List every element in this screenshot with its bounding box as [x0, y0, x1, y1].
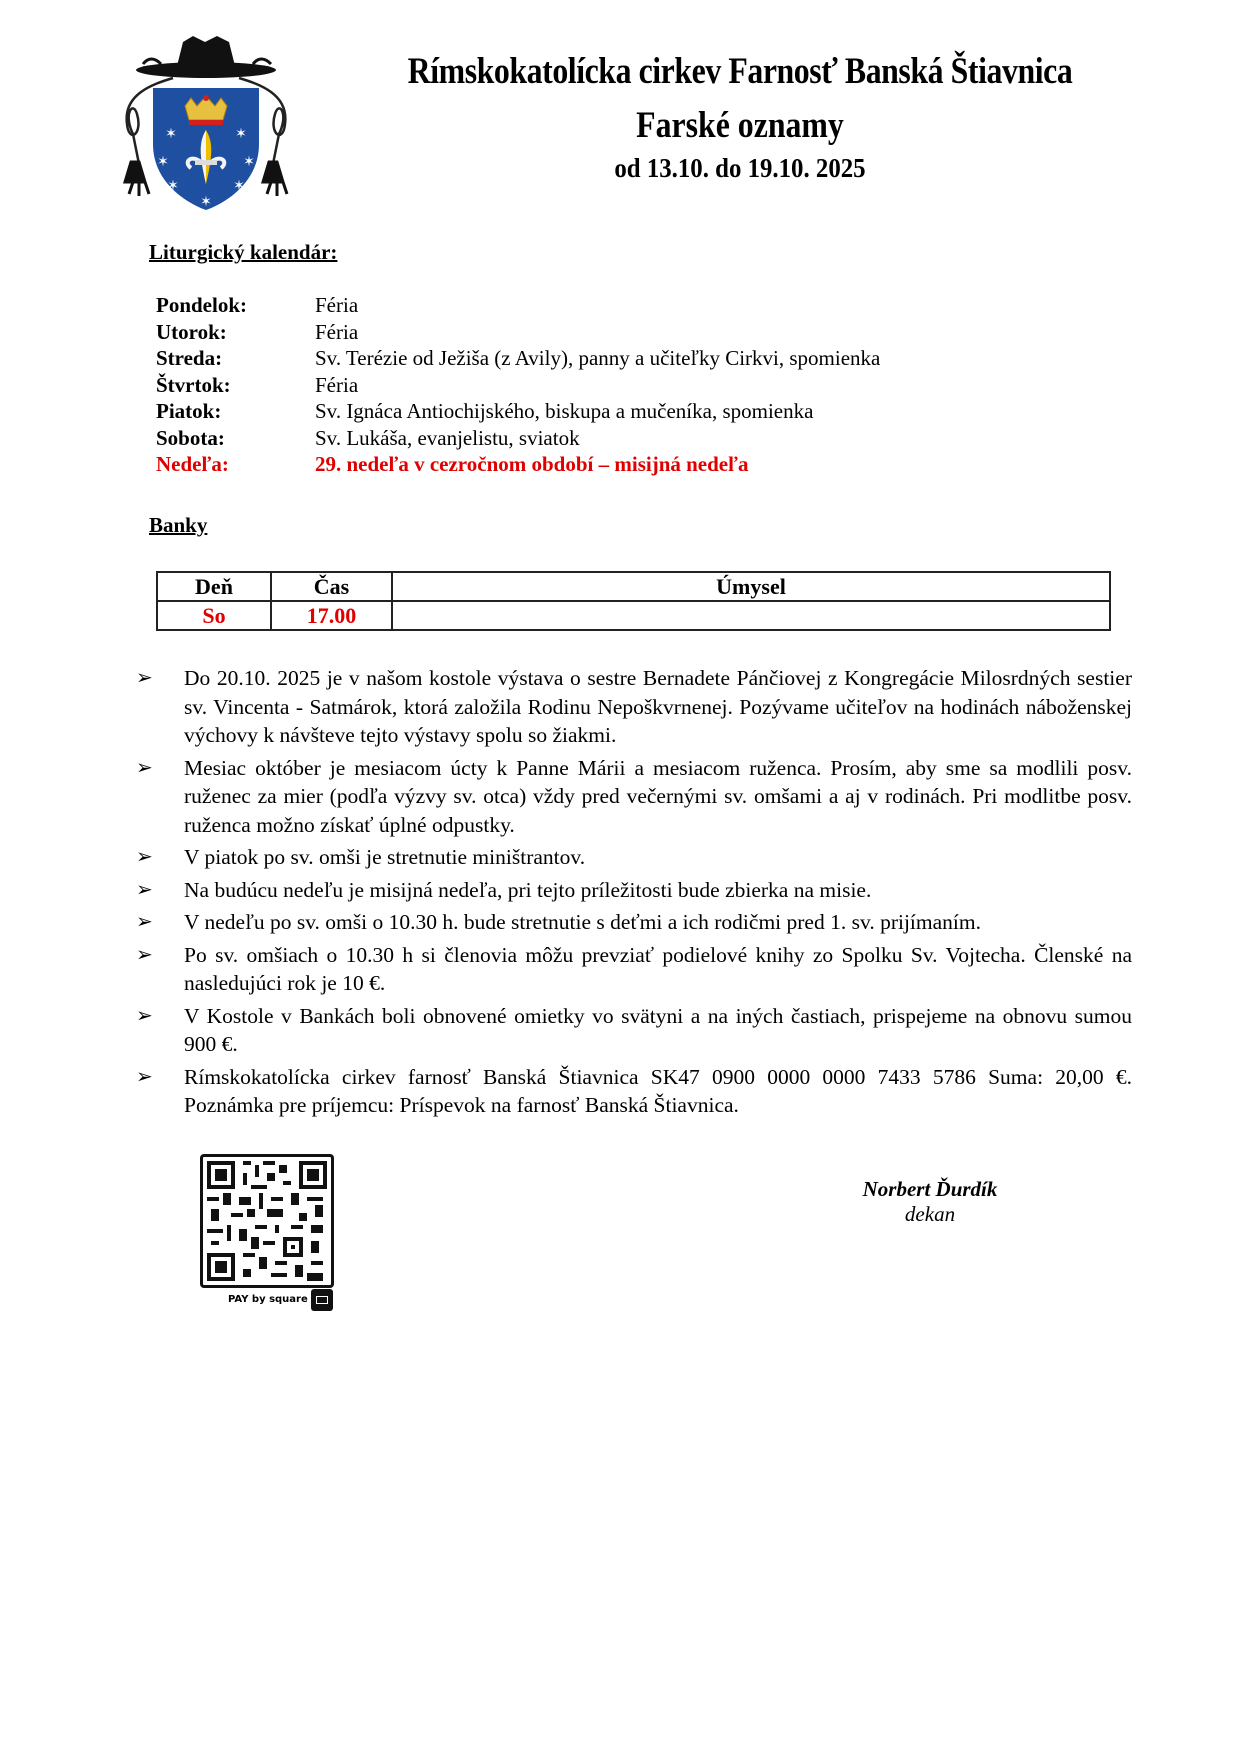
calendar-row-sunday	[156, 451, 880, 478]
svg-text:✶: ✶	[157, 154, 169, 170]
svg-text:✶: ✶	[243, 154, 255, 170]
cell-umysel	[392, 601, 1110, 630]
list-item: ➢ Do 20.10. 2025 je v našom kostole výstava o sestre Bernadete Pánčiovej z Kongregácie Milosrdných sestier sv. Vincenta - Satmárok, ktorá založila Rodinu Nepoškvrnenej. Pozývame učiteľov na hodinách náboženskej výchovy k návšteve tejto výstavy spolu so žiakmi.	[130, 664, 1132, 750]
svg-text:✶: ✶	[235, 126, 247, 142]
liturgical-calendar	[156, 292, 880, 478]
svg-text:✶: ✶	[200, 194, 212, 210]
mass-intentions-table	[156, 571, 1111, 631]
column-header-cas: Čas	[271, 572, 392, 601]
signatory-name: Norbert Ďurdík	[862, 1177, 998, 1201]
document-title: Farské oznamy	[636, 105, 844, 146]
svg-text:✶: ✶	[165, 126, 177, 142]
calendar-row	[156, 319, 880, 346]
list-item: ➢ V piatok po sv. omši je stretnutie miništrantov.	[130, 843, 1132, 872]
list-item: ➢ V Kostole v Bankách boli obnovené omietky vo svätyni a na iných častiach, prispejeme na obnovu sumou 900 €.	[130, 1002, 1132, 1059]
list-item: ➢ Na budúcu nedeľu je misijná nedeľa, pri tejto príležitosti bude zbierka na misie.	[130, 876, 1132, 905]
arrow-bullet-icon: ➢	[136, 846, 153, 868]
calendar-row	[156, 372, 880, 399]
arrow-bullet-icon: ➢	[136, 1065, 153, 1088]
arrow-bullet-icon: ➢	[136, 756, 153, 779]
list-item: ➢ Mesiac október je mesiacom úcty k Panne Márii a mesiacom ruženca. Prosím, aby sme sa modlili posv. ruženec za mier (podľa výzvy sv. otca) vždy pred večernými sv. omšami a aj v rodinách. Pri modlitbe posv. ruženca možno získať úplné odpustky.	[130, 754, 1132, 840]
coat-of-arms-logo	[113, 34, 299, 210]
calendar-day: Pondelok:	[156, 293, 248, 317]
table-header-row	[157, 572, 1110, 601]
calendar-day: Sobota:	[156, 425, 225, 450]
payment-qr-code[interactable]	[200, 1154, 334, 1288]
calendar-day: Utorok:	[156, 319, 227, 344]
calendar-day: Streda:	[156, 346, 223, 370]
calendar-text: Féria	[315, 293, 359, 317]
arrow-bullet-icon: ➢	[136, 911, 153, 933]
calendar-text: Féria	[315, 319, 359, 344]
svg-text:✶: ✶	[233, 178, 245, 194]
calendar-text: Féria	[315, 372, 359, 397]
banky-heading: Banky	[149, 513, 208, 537]
announcements-list	[130, 664, 1132, 1124]
card-icon	[311, 1289, 333, 1311]
column-header-den: Deň	[157, 572, 271, 601]
calendar-row	[156, 292, 880, 319]
svg-text:✶: ✶	[167, 178, 179, 194]
arrow-bullet-icon: ➢	[136, 667, 153, 689]
calendar-day: Nedeľa:	[156, 452, 229, 476]
column-header-umysel: Úmysel	[392, 572, 1110, 601]
list-item: ➢ Rímskokatolícka cirkev farnosť Banská Štiavnica SK47 0900 0000 0000 7433 5786 Suma: 20,00 €. Poznámka pre príjemcu: Príspevok na farnosť Banská Štiavnica.	[130, 1063, 1132, 1120]
list-item: ➢ V nedeľu po sv. omši o 10.30 h. bude stretnutie s deťmi a ich rodičmi pred 1. sv. prijímaním.	[130, 908, 1132, 937]
list-item: ➢ Po sv. omšiach o 10.30 h si členovia môžu prevziať podielové knihy zo Spolku Sv. Vojtecha. Členské na nasledujúci rok je 10 €.	[130, 941, 1132, 998]
calendar-row	[156, 425, 880, 452]
date-range: od 13.10. do 19.10. 2025	[614, 153, 866, 183]
signature	[820, 1177, 1040, 1227]
arrow-bullet-icon: ➢	[136, 878, 153, 901]
parish-title: Rímskokatolícka cirkev Farnosť Banská Štiavnica	[407, 51, 1073, 92]
liturgical-calendar-heading: Liturgický kalendár:	[149, 240, 338, 264]
arrow-bullet-icon: ➢	[136, 943, 153, 966]
calendar-text: Sv. Ignáca Antiochijského, biskupa a mučeníka, spomienka	[315, 399, 814, 423]
arrow-bullet-icon: ➢	[136, 1004, 153, 1027]
calendar-text: Sv. Lukáša, evanjelistu, sviatok	[315, 425, 580, 450]
calendar-text: Sv. Terézie od Ježiša (z Avily), panny a učiteľky Cirkvi, spomienka	[315, 346, 881, 370]
signatory-role: dekan	[904, 1202, 956, 1226]
calendar-row	[156, 398, 880, 425]
cell-den: So	[157, 601, 271, 630]
calendar-text: 29. nedeľa v cezročnom období – misijná nedeľa	[315, 452, 749, 476]
cell-cas: 17.00	[271, 601, 392, 630]
table-row	[157, 601, 1110, 630]
calendar-day: Štvrtok:	[156, 372, 231, 397]
calendar-row	[156, 345, 880, 372]
pay-by-square-label: PAY by square	[228, 1294, 308, 1305]
calendar-day: Piatok:	[156, 399, 222, 423]
